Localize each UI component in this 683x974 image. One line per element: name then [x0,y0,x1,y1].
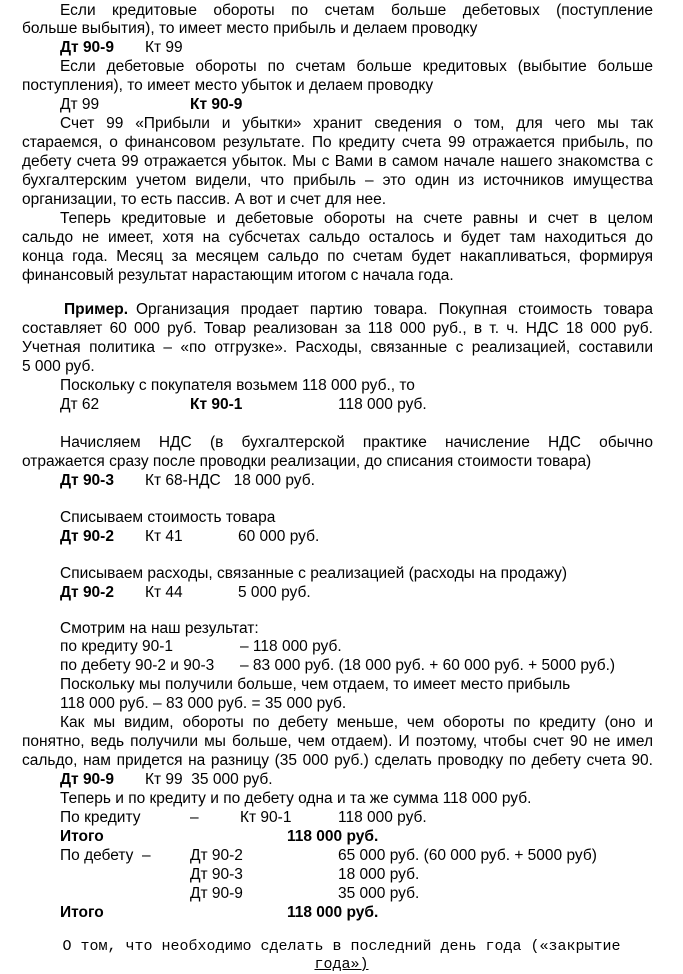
text-line: сальдо не имеет, хотя на субсчетах сальдо осталось и будет там находиться до [22,229,653,246]
text-line: сальдо, нам придется на разницу (35 000 руб.) сделать проводку по дебету счета 90. [22,752,653,769]
summary-total-label: Итого [60,828,104,845]
summary-dash: – [190,809,199,826]
text-line: 5 000 руб. [22,358,95,375]
posting-debit: Дт 90-2 [60,528,114,545]
text-line: организации, то есть пассив. А вот и счет для нее. [22,191,387,208]
text-line: Поскольку мы получили больше, чем отдаем, то имеет место прибыль [60,676,571,693]
posting-credit: Кт 90-1 [190,396,243,413]
text-line: Если дебетовые обороты по счетам больше кредитовых (выбытие больше [60,58,653,75]
summary-amount: 35 000 руб. [338,885,420,902]
posting-amount: 60 000 руб. [238,528,320,545]
section-heading: О том, что необходимо сделать в последний день года («закрытие [62,938,621,955]
summary-account: Кт 90-1 [240,809,292,826]
text-line: Счет 99 «Прибыли и убытки» хранит сведения о том, для чего мы так [60,115,653,132]
text-line: Если кредитовые обороты по счетам больше дебетовых (поступление [60,2,653,19]
text-line: стараемся, о финансовом результате. По кредиту счета 99 отражается прибыль, по [22,134,653,151]
text-line: – 118 000 руб. [240,638,342,655]
posting-debit: Дт 99 [60,96,100,113]
text-line: составляет 60 000 руб. Товар реализован за 118 000 руб., в т. ч. НДС 18 000 руб. [22,320,653,337]
posting-amount: 118 000 руб. [338,396,427,413]
summary-account: Дт 90-2 [190,847,243,864]
posting-credit: Кт 41 [145,528,183,545]
summary-account: Дт 90-3 [190,866,243,883]
posting-credit: Кт 90-9 [190,96,243,113]
text-line: – 83 000 руб. (18 000 руб. + 60 000 руб. + 5000 руб.) [240,657,616,674]
posting-debit: Дт 90-2 [60,584,114,601]
posting-debit: Дт 62 [60,396,100,413]
text-line: Поскольку с покупателя возьмем 118 000 руб., то [60,377,415,394]
text-line: поступления), то имеет место убыток и делаем проводку [22,77,434,94]
text-line: конца года. Месяц за месяцем сальдо по счетам будет накапливаться, формируя [22,248,653,265]
summary-account: Дт 90-9 [190,885,243,902]
text-line: Учетная политика – «по отгрузке». Расходы, связанные с реализацией, составили [22,339,653,356]
text-line: по дебету 90-2 и 90-3 [60,657,215,674]
posting-debit: Дт 90-9 [60,39,114,56]
summary-amount: 118 000 руб. [338,809,427,826]
text-line: по кредиту 90-1 [60,638,174,655]
text-line: финансовый результат нарастающим итогом с начала года. [22,267,454,284]
text-line: отражается сразу после проводки реализации, до списания стоимости товара) [22,453,592,470]
summary-label: По кредиту [60,809,141,826]
summary-total-label: Итого [60,904,104,921]
text-line: Начисляем НДС (в бухгалтерской практике начисление НДС обычно [60,434,653,451]
summary-amount: 65 000 руб. (60 000 руб. + 5000 руб) [338,847,597,864]
text-line: Организация продает партию товара. Покупная стоимость товара [136,301,653,318]
text-line: Списываем стоимость товара [60,509,276,526]
summary-total-amount: 118 000 руб. [287,828,379,845]
text-line: 118 000 руб. – 83 000 руб. = 35 000 руб. [60,695,347,712]
posting-credit: Кт 99 [145,39,183,56]
text-line: больше выбытия), то имеет место прибыль и делаем проводку [22,20,478,37]
example-label: Пример. [64,301,128,318]
section-heading-underlined: года») [314,956,369,973]
posting-credit: Кт 44 [145,584,183,601]
posting-amount: 5 000 руб. [238,584,311,601]
summary-amount: 18 000 руб. [338,866,420,883]
text-line: бухгалтерским учетом видели, что прибыль – это один из источников имущества [22,172,653,189]
section-heading-continued [0,955,683,974]
posting-debit: Дт 90-3 [60,472,114,489]
text-line: Списываем расходы, связанные с реализацией (расходы на продажу) [60,565,568,582]
summary-total-amount: 118 000 руб. [287,904,379,921]
posting-credit-amount: Кт 68-НДС 18 000 руб. [145,472,315,489]
text-line: Смотрим на наш результат: [60,620,259,637]
text-line: Теперь и по кредиту и по дебету одна и та же сумма 118 000 руб. [60,790,532,807]
text-line: Теперь кредитовые и дебетовые обороты на счете равны и счет в целом [60,210,653,227]
summary-label: По дебету – [60,847,151,864]
posting-credit-amount: Кт 99 35 000 руб. [145,771,273,788]
text-line: дебету счета 99 отражается убыток. Мы с Вами в самом начале нашего знакомства с [22,153,653,170]
text-line: понятно, ведь получили мы больше, чем отдаем). И поэтому, чтобы счет 90 не имел [22,733,653,750]
text-line: Как мы видим, обороты по дебету меньше, чем обороты по кредиту (оно и [60,714,653,731]
posting-debit: Дт 90-9 [60,771,114,788]
